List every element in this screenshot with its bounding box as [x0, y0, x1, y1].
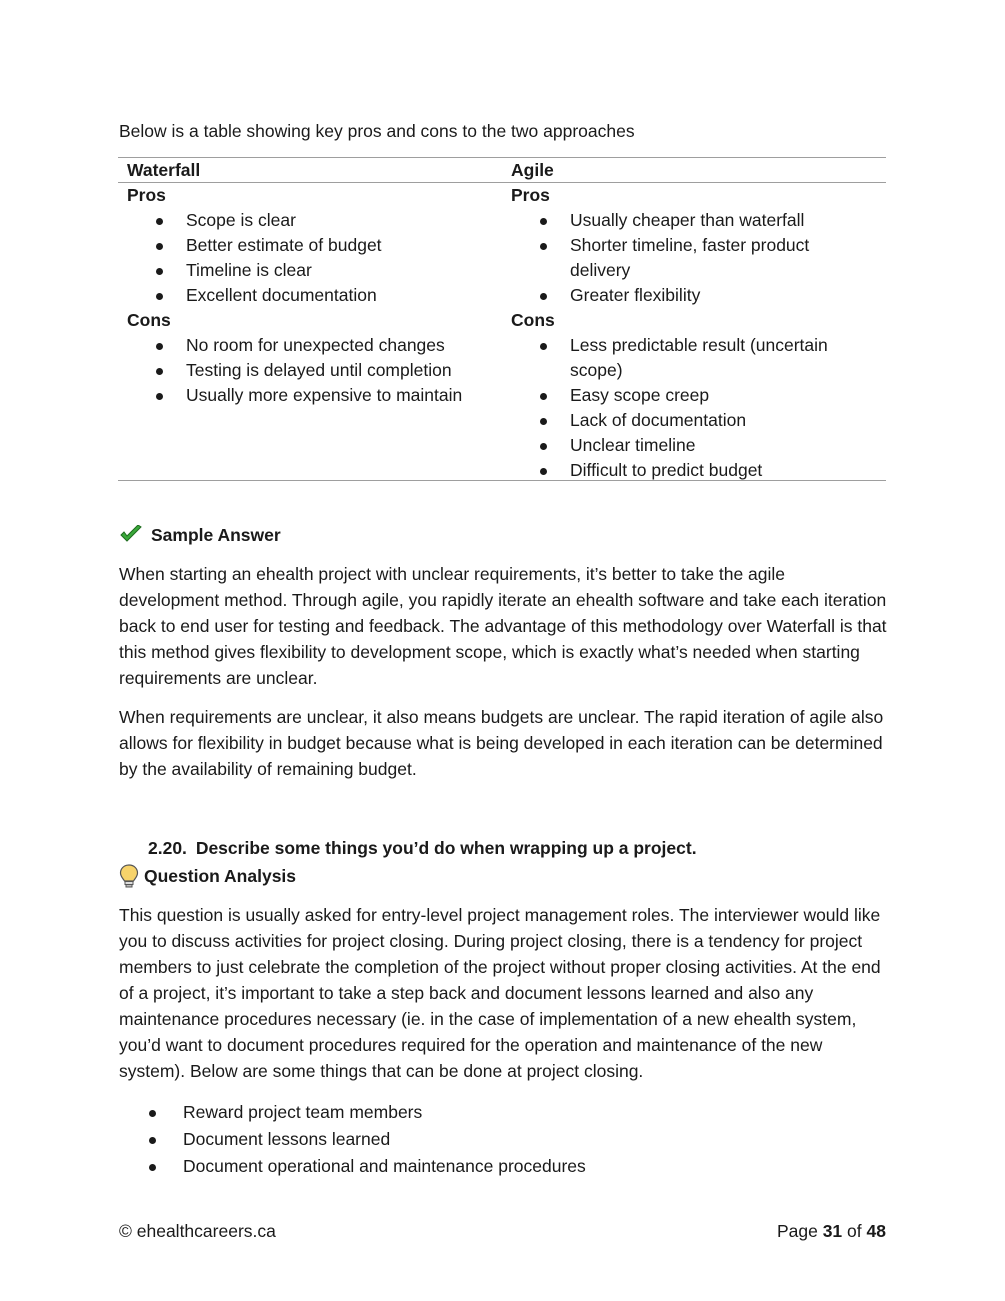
column-header: Waterfall — [127, 160, 201, 180]
agile-cons-list — [511, 333, 881, 483]
bullet-icon — [156, 343, 163, 350]
cons-label: Cons — [127, 310, 171, 330]
bullet-icon — [540, 293, 547, 300]
list-item: Shorter timeline, faster product — [511, 233, 881, 258]
closing-activities-list — [119, 1099, 586, 1180]
bullet-icon — [156, 243, 163, 250]
bullet-icon — [156, 268, 163, 275]
list-item: Greater flexibility — [511, 283, 881, 308]
footer-copyright: © ehealthcareers.ca — [119, 1221, 276, 1241]
list-item: Usually more expensive to maintain — [127, 383, 497, 408]
pros-label: Pros — [511, 185, 550, 205]
bullet-icon — [149, 1110, 156, 1117]
sample-answer-paragraph-1: When starting an ehealth project with unclear requirements, it’s better to take the agile development method. Through agile, you rapidly iterate an ehealth software and take each iteration back to end user for testing and feedback. The advantage of this methodology over Waterfall is that this method gives flexibility to development scope, which is exactly what’s needed when starting requirements are unclear. — [119, 564, 887, 688]
current-page: 31 — [822, 1221, 843, 1241]
question-number: 2.20. — [148, 838, 187, 858]
question-analysis-heading: Question Analysis — [119, 864, 296, 888]
waterfall-pros-list — [127, 208, 497, 308]
list-item: Better estimate of budget — [127, 233, 497, 258]
list-item: Document lessons learned — [119, 1126, 586, 1153]
bullet-icon — [540, 218, 547, 225]
list-item: Less predictable result (uncertain — [511, 333, 881, 358]
cons-label: Cons — [511, 310, 555, 330]
list-item: Lack of documentation — [511, 408, 881, 433]
list-item: Scope is clear — [127, 208, 497, 233]
lightbulb-icon — [119, 864, 139, 888]
list-item-continuation: delivery — [570, 260, 631, 280]
waterfall-cons-list — [127, 333, 497, 408]
bullet-icon — [156, 218, 163, 225]
list-item: No room for unexpected changes — [127, 333, 497, 358]
list-item: Excellent documentation — [127, 283, 497, 308]
bullet-icon — [149, 1164, 156, 1171]
list-item: Difficult to predict budget — [511, 458, 881, 483]
sample-answer-paragraph-2: When requirements are unclear, it also means budgets are unclear. The rapid iteration of agile also allows for flexibility in budget because what is being developed in each iteration can be determined by the availability of remaining budget. — [119, 707, 884, 779]
list-item: Document operational and maintenance procedures — [119, 1153, 586, 1180]
analysis-paragraph: This question is usually asked for entry-level project management roles. The interviewer would like you to discuss activities for project closing. During project closing, there is a tendency for project members to just celebrate the completion of the project without proper closing activities. At the end of a project, it’s important to take a step back and document lessons learned and also any maintenance procedures necessary (ie. in the case of implementation of a new ehealth system, you’d want to document procedures required for the operation and maintenance of the new system). Below are some things that can be done at project closing. — [119, 905, 881, 1081]
pros-label: Pros — [127, 185, 166, 205]
agile-pros-list — [511, 208, 881, 308]
bullet-icon — [149, 1137, 156, 1144]
sample-answer-heading: Sample Answer — [119, 523, 281, 547]
list-item: Testing is delayed until completion — [127, 358, 497, 383]
question-title — [148, 836, 697, 860]
bullet-icon — [540, 343, 547, 350]
bullet-icon — [540, 443, 547, 450]
bullet-icon — [540, 418, 547, 425]
bullet-icon — [156, 368, 163, 375]
list-item: Timeline is clear — [127, 258, 497, 283]
bullet-icon — [156, 293, 163, 300]
checkmark-icon — [119, 525, 143, 545]
bullet-icon — [156, 393, 163, 400]
bullet-icon — [540, 393, 547, 400]
list-item: Unclear timeline — [511, 433, 881, 458]
waterfall-column — [127, 158, 497, 408]
bullet-icon — [540, 243, 547, 250]
page-number: Page 31 of 48 — [776, 1221, 886, 1241]
list-item-continuation: scope) — [570, 360, 623, 380]
intro-text: Below is a table showing key pros and cons to the two approaches — [119, 121, 635, 141]
list-item: Reward project team members — [119, 1099, 586, 1126]
agile-column — [511, 158, 881, 483]
question-text: Describe some things you’d do when wrapping up a project. — [195, 838, 697, 858]
list-item: Easy scope creep — [511, 383, 881, 408]
list-item: Usually cheaper than waterfall — [511, 208, 881, 233]
total-pages: 48 — [866, 1221, 886, 1241]
column-header: Agile — [511, 160, 554, 180]
bullet-icon — [540, 468, 547, 475]
